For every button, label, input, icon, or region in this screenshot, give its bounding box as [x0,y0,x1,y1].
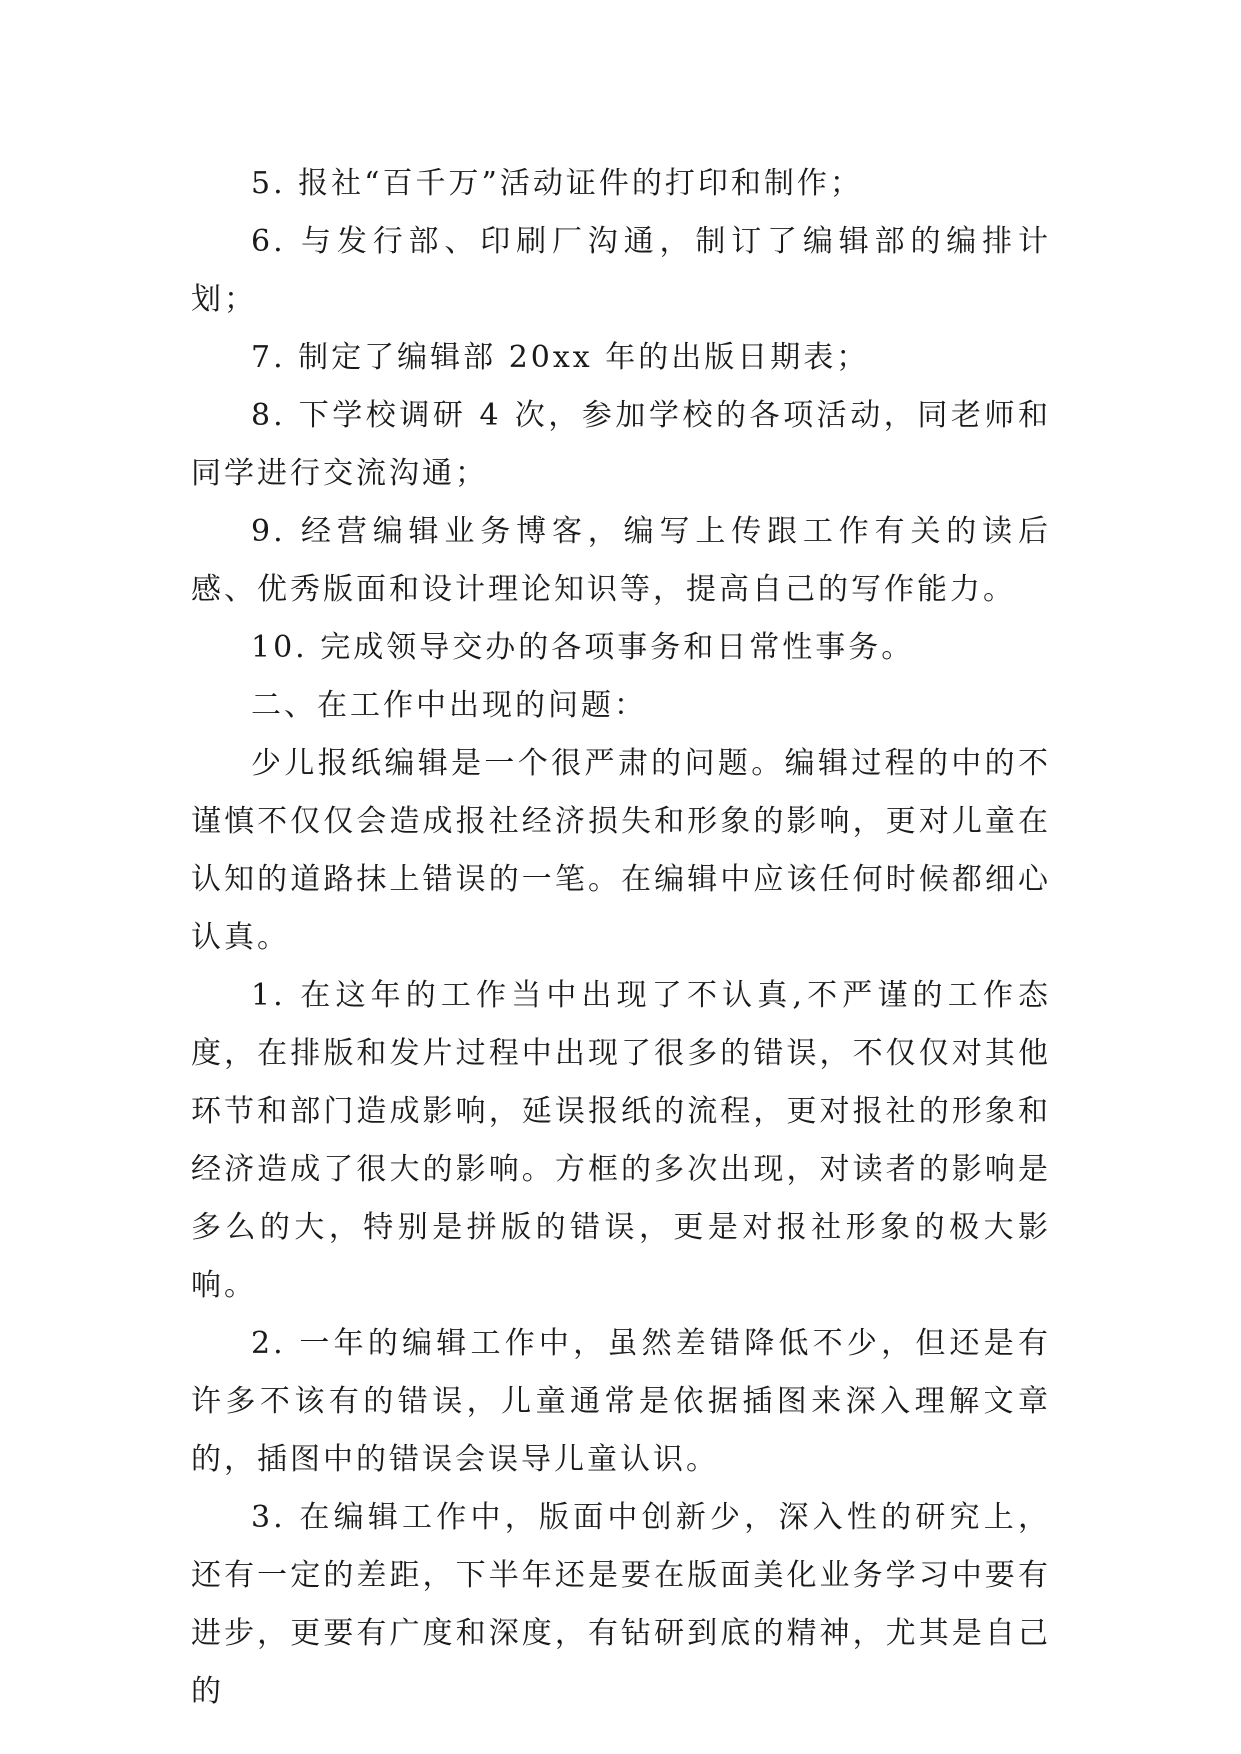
paragraph-item-6: 6. 与发行部、印刷厂沟通，制订了编辑部的编排计划； [191,224,1051,317]
paragraph-item-5: 5. 报社“百千万”活动证件的打印和制作； [251,166,863,201]
problem-item-1: 1. 在这年的工作当中出现了不认真,不严谨的工作态度，在排版和发片过程中出现了很多的错误，不仅仅对其他环节和部门造成影响，延误报纸的流程，更对报社的形象和经济造成了很大的影响。方框的多次出现，对读者的影响是多么的大，特别是拼版的错误，更是对报社形象的极大影响。 [191,978,1051,1303]
paragraph-intro: 少儿报纸编辑是一个很严肃的问题。编辑过程的中的不谨慎不仅仅会造成报社经济损失和形象的影响，更对儿童在认知的道路抹上错误的一笔。在编辑中应该任何时候都细心认真。 [191,746,1051,955]
paragraph-item-9: 9. 经营编辑业务博客，编写上传跟工作有关的读后感、优秀版面和设计理论知识等，提高自己的写作能力。 [191,514,1051,607]
problem-item-2: 2. 一年的编辑工作中，虽然差错降低不少，但还是有许多不该有的错误，儿童通常是依据插图来深入理解文章的，插图中的错误会误导儿童认识。 [191,1326,1051,1477]
paragraph-item-10: 10. 完成领导交办的各项事务和日常性事务。 [251,630,915,665]
paragraph-item-8: 8. 下学校调研 4 次，参加学校的各项活动，同老师和同学进行交流沟通； [191,398,1051,491]
document-body [191,155,1051,1721]
paragraph-item-7: 7. 制定了编辑部 20xx 年的出版日期表； [251,340,870,375]
problem-item-3: 3. 在编辑工作中，版面中创新少，深入性的研究上，还有一定的差距，下半年还是要在版面美化业务学习中要有进步，更要有广度和深度，有钻研到底的精神，尤其是自己的 [191,1500,1051,1709]
section-heading: 二、在工作中出现的问题： [251,688,647,723]
